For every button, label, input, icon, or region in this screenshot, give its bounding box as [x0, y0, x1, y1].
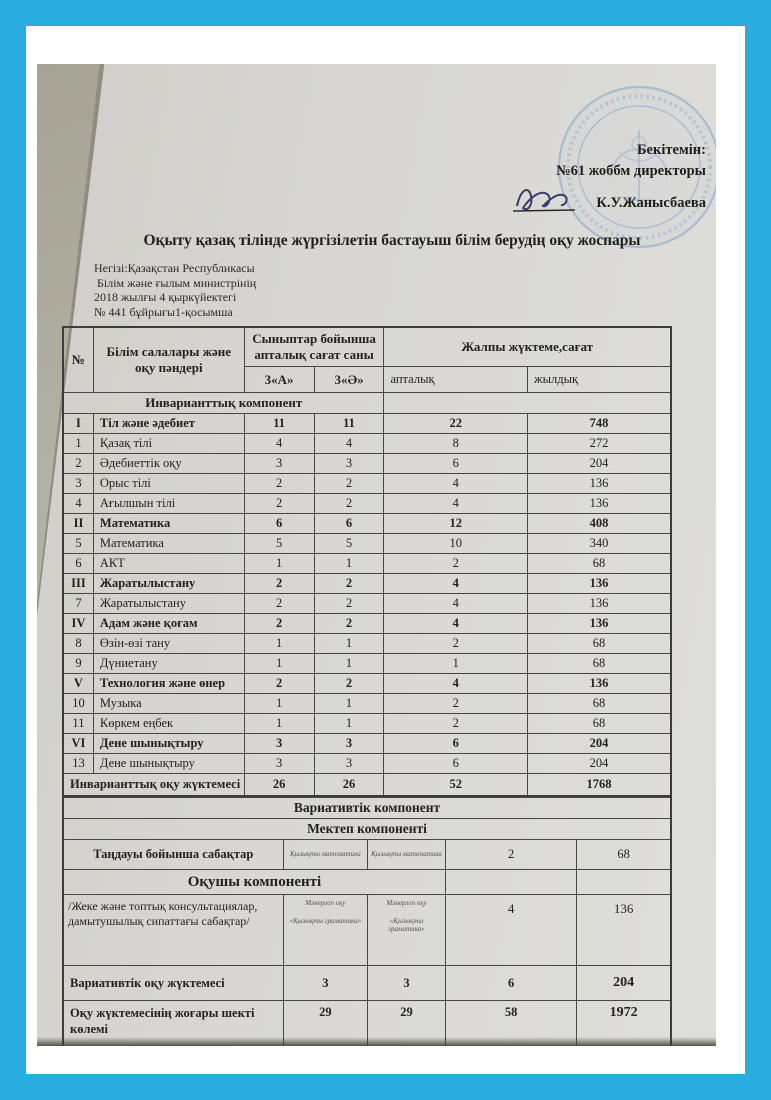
- variative-total-yearly: 204: [577, 966, 671, 1001]
- cell-num: I: [63, 414, 93, 434]
- subject-row: [63, 674, 671, 694]
- subject-row: [63, 614, 671, 634]
- cell-subject: Музыка: [93, 694, 244, 714]
- cell-class-a: 2: [244, 674, 314, 694]
- cell-weekly: 22: [384, 414, 527, 434]
- cell-class-b: 6: [314, 514, 384, 534]
- cell-class-a: 2: [244, 494, 314, 514]
- table-body: [63, 414, 671, 774]
- cell-yearly: 272: [527, 434, 671, 454]
- cell-weekly: 2: [384, 714, 527, 734]
- cell-class-a: 2: [244, 474, 314, 494]
- max-load-yearly: 1972: [577, 1001, 671, 1047]
- cell-num: 11: [63, 714, 93, 734]
- cell-weekly: 4: [384, 474, 527, 494]
- approval-block: [513, 140, 706, 214]
- signature-icon: [513, 182, 593, 214]
- cell-num: 13: [63, 754, 93, 774]
- cell-subject: Ағылшын тілі: [93, 494, 244, 514]
- consultations-row: [63, 895, 671, 966]
- cell-subject: Адам және қоғам: [93, 614, 244, 634]
- elective-yearly: 68: [577, 840, 671, 870]
- variative-total-label: Вариативтік оқу жүктемесі: [63, 966, 283, 1001]
- consult-b-line2: «Қызықты граматика»: [388, 916, 425, 933]
- consultations-class-b: [368, 895, 446, 966]
- subject-row: [63, 534, 671, 554]
- cell-num: 6: [63, 554, 93, 574]
- subject-row: [63, 634, 671, 654]
- cell-weekly: 6: [384, 454, 527, 474]
- cell-weekly: 2: [384, 634, 527, 654]
- cell-class-a: 1: [244, 554, 314, 574]
- student-empty-weekly: [445, 870, 576, 895]
- cell-class-a: 5: [244, 534, 314, 554]
- white-mat: [26, 26, 745, 1074]
- consultations-label: /Жеке және топтық консультациялар, дамытушылық сипаттағы сабақтар/: [63, 895, 283, 966]
- section-school-row: [63, 819, 671, 840]
- cell-yearly: 204: [527, 754, 671, 774]
- document-photo: [37, 64, 716, 1046]
- subject-row: [63, 694, 671, 714]
- variative-total-weekly: 6: [445, 966, 576, 1001]
- cell-subject: Дене шынықтыру: [93, 754, 244, 774]
- cell-class-b: 1: [314, 654, 384, 674]
- cell-class-a: 3: [244, 754, 314, 774]
- cell-yearly: 68: [527, 554, 671, 574]
- cell-num: 2: [63, 454, 93, 474]
- cell-class-b: 4: [314, 434, 384, 454]
- cell-yearly: 68: [527, 654, 671, 674]
- cell-num: III: [63, 574, 93, 594]
- cell-class-b: 1: [314, 554, 384, 574]
- header-subjects: Білім салалары және оқу пәндері: [93, 327, 244, 393]
- elective-weekly: 2: [445, 840, 576, 870]
- cell-class-b: 2: [314, 594, 384, 614]
- curriculum-tables: [62, 326, 672, 1046]
- cell-subject: Өзін-өзі тану: [93, 634, 244, 654]
- cell-weekly: 4: [384, 574, 527, 594]
- cell-class-b: 2: [314, 614, 384, 634]
- cell-subject: Қазақ тілі: [93, 434, 244, 454]
- header-class-a: 3«А»: [244, 367, 314, 393]
- max-load-row: [63, 1001, 671, 1047]
- basis-line1: Негізі:Қазақстан Республикасы: [94, 261, 255, 275]
- consultations-class-a: [283, 895, 368, 966]
- subject-row: [63, 654, 671, 674]
- legal-basis-block: [94, 261, 256, 319]
- header-no: №: [63, 327, 93, 393]
- cell-weekly: 10: [384, 534, 527, 554]
- cell-yearly: 136: [527, 474, 671, 494]
- student-empty-yearly: [577, 870, 671, 895]
- cell-yearly: 136: [527, 574, 671, 594]
- invariant-total-a: 26: [244, 774, 314, 797]
- subject-row: [63, 454, 671, 474]
- invariant-total-b: 26: [314, 774, 384, 797]
- cell-subject: Математика: [93, 514, 244, 534]
- cell-class-a: 3: [244, 734, 314, 754]
- cell-num: 9: [63, 654, 93, 674]
- subject-row: [63, 754, 671, 774]
- cell-weekly: 2: [384, 694, 527, 714]
- approval-signature-line: [513, 182, 706, 214]
- cell-class-a: 6: [244, 514, 314, 534]
- cell-yearly: 748: [527, 414, 671, 434]
- cell-class-b: 3: [314, 734, 384, 754]
- section-invariant-empty: [384, 393, 671, 414]
- cell-subject: Орыс тілі: [93, 474, 244, 494]
- cell-num: 5: [63, 534, 93, 554]
- cell-subject: Дүниетану: [93, 654, 244, 674]
- section-school-label: Мектеп компоненті: [63, 819, 671, 840]
- subject-row: [63, 734, 671, 754]
- cell-subject: Жаратылыстану: [93, 574, 244, 594]
- header-total-group: Жалпы жүктеме,сағат: [384, 327, 671, 367]
- cell-weekly: 4: [384, 594, 527, 614]
- cell-class-a: 1: [244, 714, 314, 734]
- basis-line4: № 441 бұйрығы1-қосымша: [94, 304, 233, 319]
- cell-class-a: 3: [244, 454, 314, 474]
- cell-yearly: 408: [527, 514, 671, 534]
- cell-yearly: 136: [527, 594, 671, 614]
- cell-yearly: 68: [527, 634, 671, 654]
- cell-class-a: 1: [244, 694, 314, 714]
- subject-row: [63, 494, 671, 514]
- cell-weekly: 1: [384, 654, 527, 674]
- curriculum-table: [62, 326, 672, 797]
- cell-weekly: 12: [384, 514, 527, 534]
- cell-class-b: 2: [314, 674, 384, 694]
- variative-total-a: 3: [283, 966, 368, 1001]
- cell-weekly: 6: [384, 754, 527, 774]
- cell-num: VI: [63, 734, 93, 754]
- cell-class-b: 5: [314, 534, 384, 554]
- approval-line2: №61 жоббм директоры: [556, 163, 706, 179]
- approval-line1: Бекітемін:: [636, 142, 706, 158]
- cell-class-b: 11: [314, 414, 384, 434]
- cell-num: 7: [63, 594, 93, 614]
- cell-num: IV: [63, 614, 93, 634]
- subject-row: [63, 574, 671, 594]
- variative-table: [62, 797, 672, 1046]
- section-invariant-label: Инварианттық компонент: [63, 393, 384, 414]
- cell-class-a: 11: [244, 414, 314, 434]
- cell-subject: Әдебиеттік оқу: [93, 454, 244, 474]
- cell-num: 3: [63, 474, 93, 494]
- header-classes-group: Сыныптар бойынша апталық сағат саны: [244, 327, 384, 367]
- cell-class-b: 2: [314, 574, 384, 594]
- cell-yearly: 136: [527, 494, 671, 514]
- invariant-total-weekly: 52: [384, 774, 527, 797]
- cell-yearly: 204: [527, 734, 671, 754]
- cell-class-a: 2: [244, 614, 314, 634]
- subject-row: [63, 594, 671, 614]
- cell-class-a: 1: [244, 634, 314, 654]
- consult-a-line2: «Қызықты граматика»: [289, 916, 362, 925]
- subject-row: [63, 474, 671, 494]
- section-variative-label: Вариативтік компонент: [63, 798, 671, 819]
- cell-class-b: 2: [314, 474, 384, 494]
- elective-class-b: Қызықты математика: [368, 840, 446, 870]
- section-student-row: [63, 870, 671, 895]
- table-header-row-top: [63, 327, 671, 367]
- basis-line2: Білім және ғылым министрінің: [97, 275, 257, 290]
- cell-num: II: [63, 514, 93, 534]
- section-invariant-row: [63, 393, 671, 414]
- cell-weekly: 8: [384, 434, 527, 454]
- cell-class-a: 1: [244, 654, 314, 674]
- cell-class-b: 1: [314, 694, 384, 714]
- cell-num: 8: [63, 634, 93, 654]
- consultations-yearly: 136: [577, 895, 671, 966]
- cell-yearly: 136: [527, 674, 671, 694]
- cell-num: 1: [63, 434, 93, 454]
- subject-row: [63, 554, 671, 574]
- spacer: [371, 908, 442, 917]
- cell-yearly: 340: [527, 534, 671, 554]
- elective-class-a: Қызықты математика: [283, 840, 368, 870]
- cell-class-b: 1: [314, 634, 384, 654]
- cell-num: V: [63, 674, 93, 694]
- cell-yearly: 68: [527, 694, 671, 714]
- cell-subject: Тіл және әдебиет: [93, 414, 244, 434]
- spacer: [287, 908, 365, 917]
- cell-subject: Математика: [93, 534, 244, 554]
- cell-subject: Технология және өнер: [93, 674, 244, 694]
- cell-class-b: 3: [314, 754, 384, 774]
- cell-subject: Көркем еңбек: [93, 714, 244, 734]
- cell-weekly: 6: [384, 734, 527, 754]
- max-load-b: 29: [368, 1001, 446, 1047]
- cell-weekly: 4: [384, 614, 527, 634]
- consult-a-line1: Мәнерлеп оқу: [305, 899, 346, 907]
- cell-num: 10: [63, 694, 93, 714]
- cell-weekly: 4: [384, 674, 527, 694]
- variative-total-b: 3: [368, 966, 446, 1001]
- invariant-total-yearly: 1768: [527, 774, 671, 797]
- section-student-label: Оқушы компоненті: [63, 870, 445, 895]
- header-class-b: 3«Ә»: [314, 367, 384, 393]
- invariant-total-label: Инварианттық оқу жүктемесі: [63, 774, 244, 797]
- cell-yearly: 204: [527, 454, 671, 474]
- consult-b-line1: Мәнерлеп оқу: [386, 899, 427, 907]
- cell-class-b: 1: [314, 714, 384, 734]
- cell-weekly: 2: [384, 554, 527, 574]
- subject-row: [63, 514, 671, 534]
- subject-row: [63, 714, 671, 734]
- max-load-a: 29: [283, 1001, 368, 1047]
- cell-subject: АКТ: [93, 554, 244, 574]
- subject-row: [63, 414, 671, 434]
- subject-row: [63, 434, 671, 454]
- section-variative-row: [63, 798, 671, 819]
- max-load-weekly: 58: [445, 1001, 576, 1047]
- cell-class-a: 2: [244, 594, 314, 614]
- cell-class-a: 2: [244, 574, 314, 594]
- cell-class-b: 3: [314, 454, 384, 474]
- cell-subject: Жаратылыстану: [93, 594, 244, 614]
- header-weekly: апталық: [384, 367, 527, 393]
- consultations-weekly: 4: [445, 895, 576, 966]
- cell-yearly: 68: [527, 714, 671, 734]
- basis-line3: 2018 жылғы 4 қыркүйектегі: [94, 290, 237, 304]
- cell-class-a: 4: [244, 434, 314, 454]
- cell-num: 4: [63, 494, 93, 514]
- cell-subject: Дене шынықтыру: [93, 734, 244, 754]
- cell-class-b: 2: [314, 494, 384, 514]
- director-name: К.У.Жанысбаева: [596, 195, 706, 211]
- elective-label: Таңдауы бойынша сабақтар: [63, 840, 283, 870]
- invariant-total-row: [63, 774, 671, 797]
- variative-total-row: [63, 966, 671, 1001]
- header-yearly: жылдық: [527, 367, 671, 393]
- cell-yearly: 136: [527, 614, 671, 634]
- max-load-label: Оқу жүктемесінің жоғары шекті көлемі: [63, 1001, 283, 1047]
- cell-weekly: 4: [384, 494, 527, 514]
- elective-row: [63, 840, 671, 870]
- page-title: Оқыту қазақ тілінде жүргізілетін бастауыш білім берудің оқу жоспары: [143, 232, 641, 249]
